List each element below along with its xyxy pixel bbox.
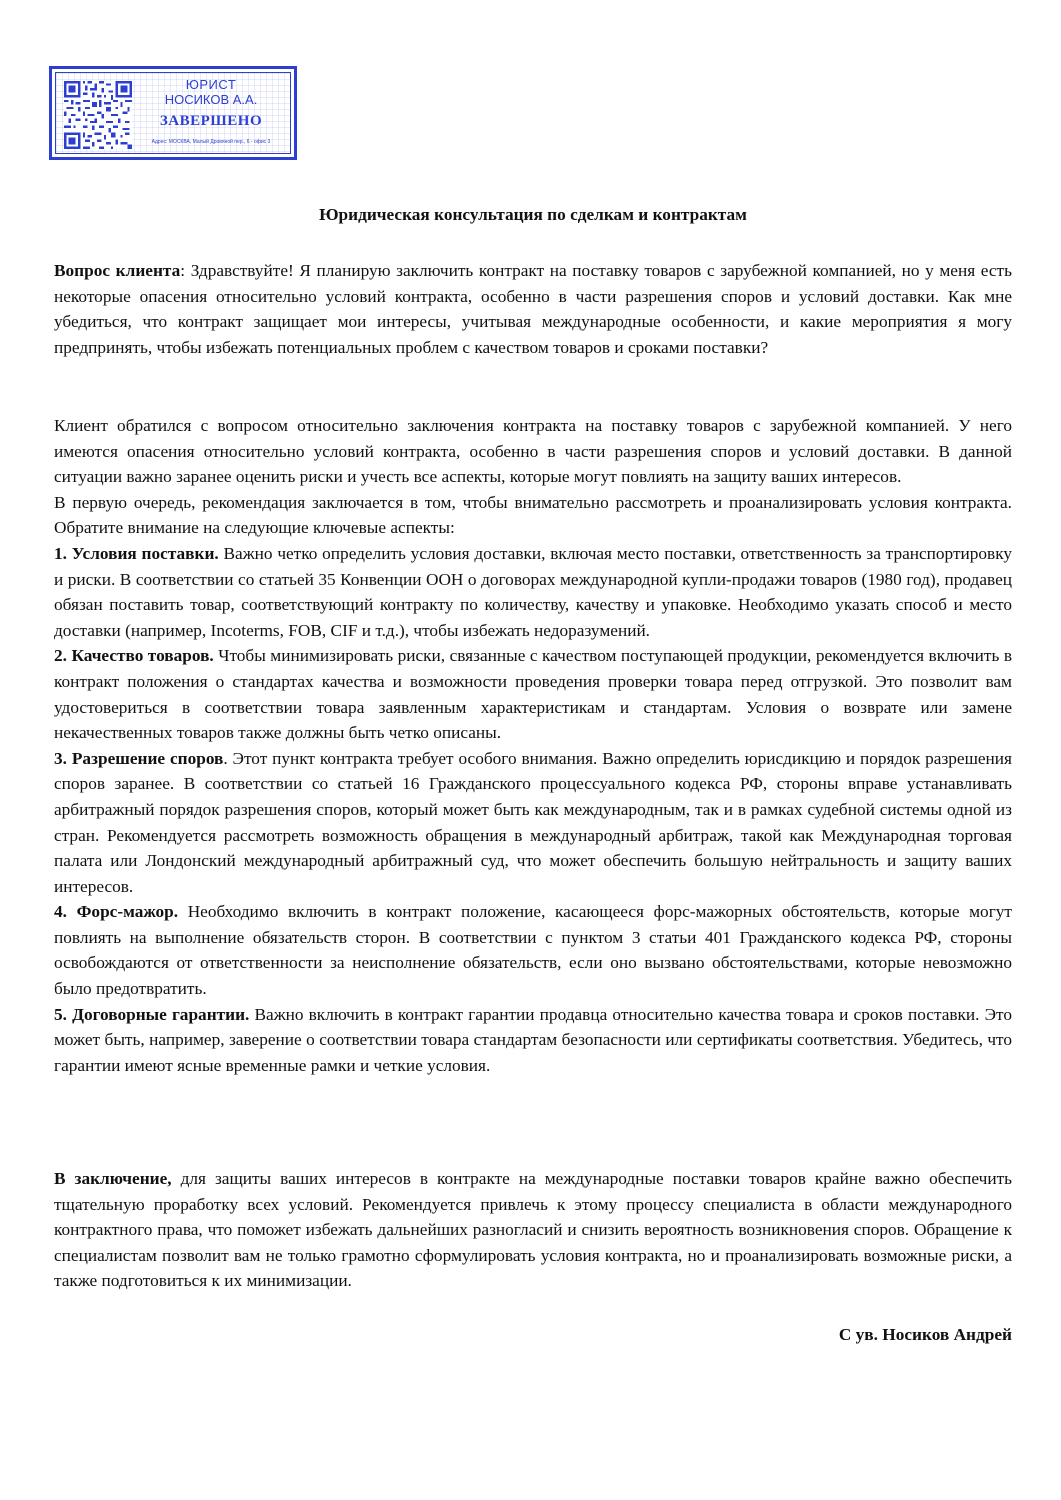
list-item <box>54 541 1012 643</box>
item-text: Необходимо включить в контракт положение, касающееся форс-мажорных обстоятельств, которые могут повлиять на выполнение обязательств сторон. В соответствии с пунктом 3 статьи 401 Гражданского кодекса РФ, стороны освобождаются от ответственности за неисполнение обязательств, если оно вызвано обстоятельствами, которые невозможно было предотвратить. <box>54 902 1012 999</box>
stamp-status: ЗАВЕРШЕНО <box>159 113 263 129</box>
stamp-lawyer-name: НОСИКОВ А.А. <box>164 92 258 107</box>
item-heading: 4. Форс-мажор. <box>54 902 179 922</box>
list-item <box>54 746 1012 900</box>
lawyer-stamp <box>49 66 297 160</box>
conclusion-label: В заключение, <box>54 1169 172 1188</box>
list-item <box>54 899 1012 1001</box>
item-heading: 1. Условия поставки. <box>54 543 219 563</box>
item-text: . Этот пункт контракта требует особого внимания. Важно определить юрисдикцию и порядок разрешения споров заранее. В соответствии со статьей 16 Гражданского процессуального кодекса РФ, стороны вправе устанавливать арбитражный порядок разрешения споров, который может быть как международным, так и в рамках судебной системы одной из стран. Рекомендуется рассмотреть возможность обращения в международный арбитраж, такой как Международная торговая палата или Лондонский международный арбитражный суд, что может обеспечить большую нейтральность и защиту ваших интересов. <box>54 748 1012 896</box>
stamp-inner <box>55 72 291 154</box>
question-label: Вопрос клиента <box>54 261 181 280</box>
item-text: Важно включить в контракт гарантии продавца относительно качества товара и сроков поставки. Это может быть, например, заверение о соответствии товара стандартам безопасности или сертификаты соответствия. Убедитесь, что гарантии имеют ясные временные рамки и четкие условия. <box>54 1004 1012 1075</box>
item-text: Важно четко определить условия доставки, включая место поставки, ответственность за транспортировку и риски. В соответствии со статьей 35 Конвенции ООН о договорах международной купли-продажи товаров (1980 год), продавец обязан поставить товар, соответствующий контракту по количеству, качеству и упаковке. Необходимо указать способ и место доставки (например, Incoterms, FOB, CIF и т.д.), чтобы избежать недоразумений. <box>54 543 1013 640</box>
intro-paragraph-2: В первую очередь, рекомендация заключается в том, чтобы внимательно рассмотреть и проанализировать условия контракта. Обратите внимание на следующие ключевые аспекты: <box>54 492 1012 538</box>
item-text: Чтобы минимизировать риски, связанные с качеством поступающей продукции, рекомендуется включить в контракт положения о стандартах качества и возможности проведения проверки товара перед отгрузкой. Это позволит вам удостовериться в соответствии товара заявленным характеристикам и стандартам. Условия о возврате или замене некачественных товаров также должны быть четко описаны. <box>54 646 1012 743</box>
list-item <box>54 643 1012 745</box>
question-text: : Здравствуйте! Я планирую заключить контракт на поставку товаров с зарубежной компанией, но у меня есть некоторые опасения относительно условий контракта, особенно в части разрешения споров и условий доставки. Как мне убедиться, что контракт защищает мои интересы, учитывая международные особенности, и какие мероприятия я могу предпринять, чтобы избежать потенциальных проблем с качеством товаров и сроками поставки? <box>54 261 1012 357</box>
intro-paragraph-1: Клиент обратился с вопросом относительно заключения контракта на поставку товаров с зарубежной компанией. У него имеются опасения относительно условий контракта, особенно в части разрешения споров и условий доставки. В данной ситуации важно заранее оценить риски и учесть все аспекты, которые могут повлиять на защиту ваших интересов. <box>54 416 1012 487</box>
client-question <box>54 258 1012 360</box>
answer-section <box>54 413 1012 1078</box>
item-heading: 5. Договорные гарантии. <box>54 1004 250 1024</box>
stamp-text <box>136 77 286 146</box>
document-title: Юридическая консультация по сделкам и контрактам <box>319 205 747 224</box>
stamp-title: ЮРИСТ <box>185 77 237 92</box>
qr-code-icon <box>64 81 132 149</box>
conclusion <box>54 1166 1012 1294</box>
item-heading: 2. Качество товаров. <box>54 646 214 666</box>
list-item <box>54 1002 1012 1079</box>
item-heading: 3. Разрешение споров <box>54 748 224 768</box>
signature: С ув. Носиков Андрей <box>838 1325 1012 1344</box>
stamp-address: Адрес: МОСКВА, Малый Дровяной пер., 6 - офис 3 <box>151 139 271 145</box>
conclusion-text: для защиты ваших интересов в контракте на международные поставки товаров крайне важно обеспечить тщательную проработку всех условий. Рекомендуется привлечь к этому процессу специалиста в области международного контрактного права, что поможет избежать дальнейших разногласий и снизить вероятность возникновения споров. Обращение к специалистам позволит вам не только грамотно сформулировать условия контракта, но и проанализировать возможные риски, а также подготовиться к их минимизации. <box>54 1169 1012 1291</box>
